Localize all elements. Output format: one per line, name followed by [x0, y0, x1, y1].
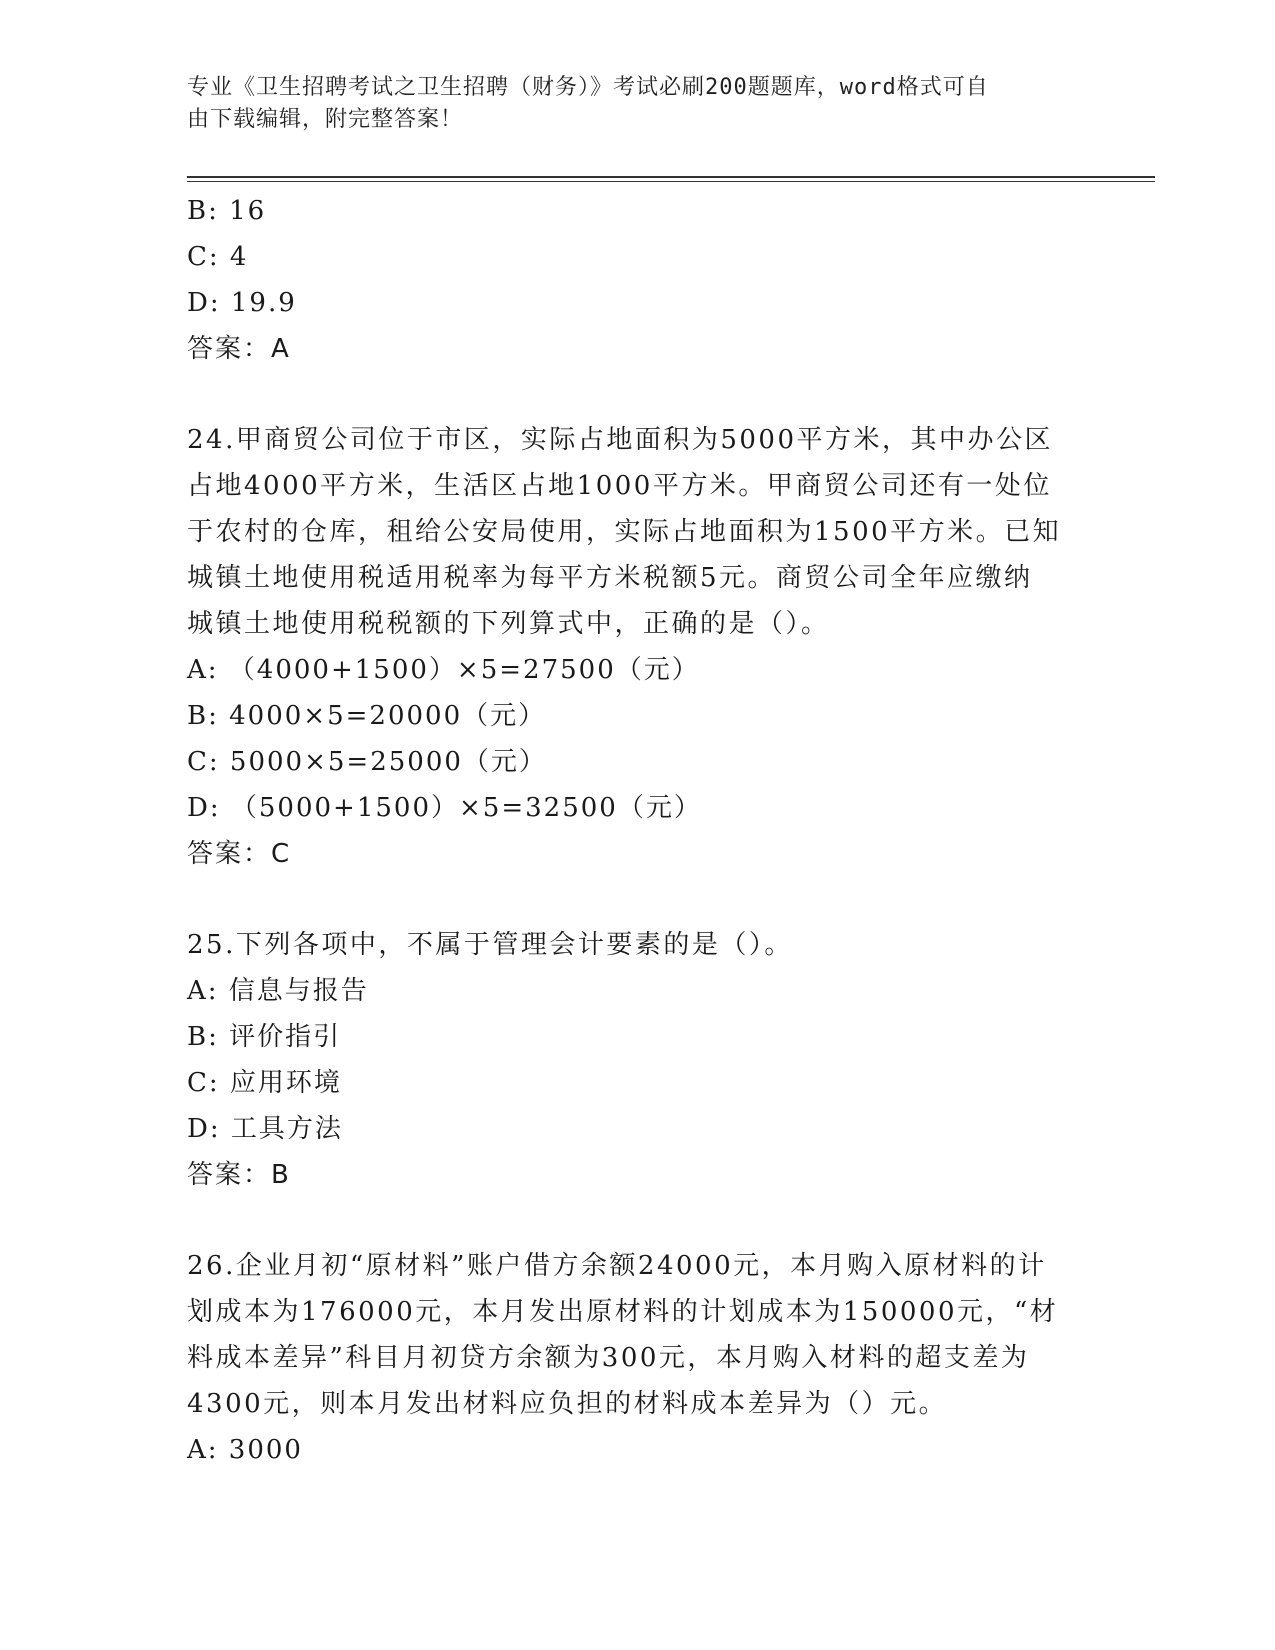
stem-line: 城镇土地使用税适用税率为每平方米税额5元。商贸公司全年应缴纳 — [187, 563, 1033, 593]
option-b: B: 评价指引 — [187, 1022, 342, 1052]
question-24 — [187, 417, 1087, 877]
option-c: C: 4 — [187, 242, 249, 272]
header-line-1: 专业《卫生招聘考试之卫生招聘（财务）》考试必刷200题题库，word格式可自 — [187, 75, 989, 100]
stem-line: 料成本差异”科目月初贷方余额为300元，本月购入材料的超支差为 — [187, 1343, 1030, 1373]
stem-line: 占地4000平方米，生活区占地1000平方米。甲商贸公司还有一处位 — [187, 471, 1052, 501]
option-a: A: 3000 — [187, 1435, 303, 1465]
stem-line: 划成本为176000元，本月发出原材料的计划成本为150000元，“材 — [187, 1297, 1059, 1327]
question-25 — [187, 922, 1087, 1198]
option-d: D: 19.9 — [187, 288, 297, 318]
option-a: A: 信息与报告 — [187, 976, 369, 1006]
option-b: B: 4000×5=20000（元） — [187, 701, 547, 731]
option-c: C: 应用环境 — [187, 1068, 342, 1098]
question-stem — [187, 1243, 1077, 1427]
question-stem — [187, 922, 1077, 968]
header-divider — [187, 176, 1155, 178]
stem-line: 城镇土地使用税税额的下列算式中，正确的是（）。 — [187, 609, 830, 639]
option-d: D: （5000+1500）×5=32500（元） — [187, 793, 702, 823]
option-a: A: （4000+1500）×5=27500（元） — [187, 655, 700, 685]
option-b: B: 16 — [187, 196, 267, 226]
stem-line: 4300元，则本月发出材料应负担的材料成本差异为（）元。 — [187, 1389, 948, 1419]
question-26 — [187, 1243, 1087, 1473]
answer: 答案：A — [187, 334, 291, 364]
header-divider-thin — [187, 181, 1155, 182]
answer: 答案：C — [187, 839, 292, 869]
answer: 答案：B — [187, 1160, 291, 1190]
header-line-2: 由下载编辑，附完整答案！ — [187, 107, 464, 132]
question-stem — [187, 417, 1077, 647]
page-header — [187, 72, 1067, 136]
question-23-tail — [187, 188, 1087, 372]
stem-line: 于农村的仓库，租给公安局使用，实际占地面积为1500平方米。已知 — [187, 517, 1062, 547]
stem-line: 25.下列各项中，不属于管理会计要素的是（）。 — [187, 930, 793, 960]
option-c: C: 5000×5=25000（元） — [187, 747, 547, 777]
document-body — [187, 188, 1087, 1473]
stem-line: 24.甲商贸公司位于市区，实际占地面积为5000平方米，其中办公区 — [187, 425, 1054, 455]
stem-line: 26.企业月初“原材料”账户借方余额24000元，本月购入原材料的计 — [187, 1251, 1047, 1281]
option-d: D: 工具方法 — [187, 1114, 343, 1144]
